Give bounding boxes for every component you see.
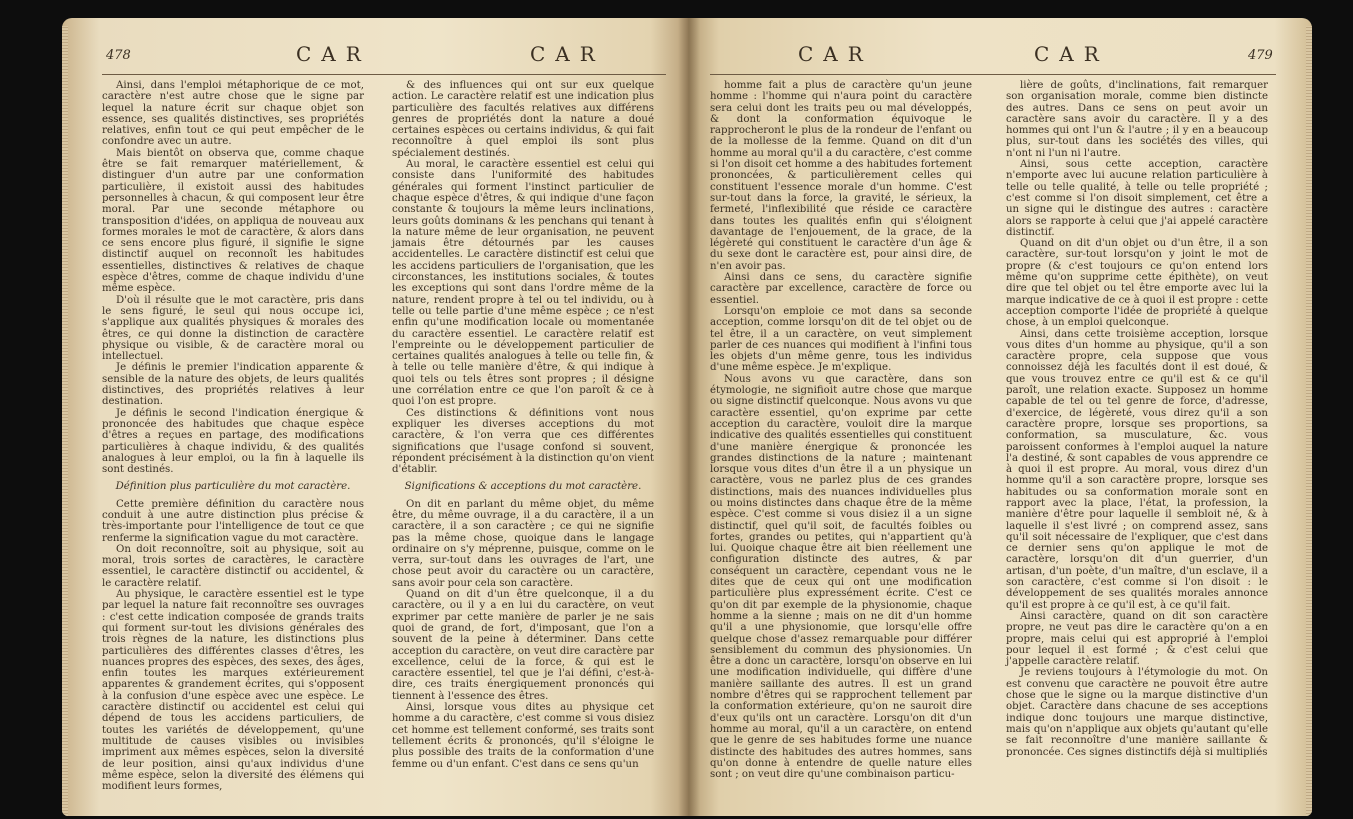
page-edges-right — [1306, 26, 1312, 816]
book-spread — [62, 18, 1312, 816]
paragraph: homme fait a plus de caractère qu'un jeune homme : l'homme qui n'aura point du caractère sera celui dont les traits peu ou mal développés, & dont la conformation équivoque le rapprocheront le plus de la rondeur de l'enfant ou de la mollesse de la femme. Quand on dit d'un homme au moral qu'il a du caractère, c'est comme si l'on disoit cet homme a des habitudes fortement prononcées, & particulièrement celles qui constituent l'essence morale d'un homme. C'est sur-tout dans la force, la gravité, le sérieux, la fermeté, l'inflexibilité que réside ce caractère dans toutes les qualités enfin qui s'éloignent davantage de l'enjouement, de la grace, de la légèreté qui constituent le caractère d'un âge & du sexe dont le caractère est, pour ainsi dire, de n'en avoir pas. — [710, 80, 972, 272]
paragraph: Ainsi dans ce sens, du caractère signifie caractère par excellence, caractère de force ou essentiel. — [710, 272, 972, 306]
paragraph: Ainsi, lorsque vous dites au physique cet homme a du caractère, c'est comme si vous disiez cet homme est tellement conformé, ses traits sont tellement écrits & prononcés, qu'il s'éloigne le plus possible des traits de la conformation d'une femme ou d'un enfant. C'est dans ce sens qu'un — [392, 702, 654, 770]
paragraph: Quand on dit d'un objet ou d'un être, il a son caractère, sur-tout lorsqu'on y joint le mot de propre (& c'est toujours ce qu'on entend lors même qu'on supprime cette épithète), on veut dire que tel objet ou tel être emporte avec lui la marque indicative de ce à quoi il est propre : cette acception comporte l'idée de propriété à quelque chose, à un emploi quelconque. — [1006, 238, 1268, 329]
paragraph: Je reviens toujours à l'étymologie du mot. On est convenu que caractère ne pouvoit être autre chose que le signe ou la marque distinctive d'un objet. Caractère dans chacune de ses acceptions indique donc toujours une marque distinctive, mais qu'on n'applique aux objets qu'autant qu'elle se fait reconnoître d'une manière saillante & prononcée. Ces signes distinctifs déjà si multipliés — [1006, 667, 1268, 758]
header-rule-left — [102, 74, 666, 75]
left-column-1 — [102, 80, 364, 792]
paragraph: Au moral, le caractère essentiel est celui qui consiste dans l'uniformité des habitudes générales qui forment l'instinct particulier de chaque espèce d'êtres, & qui indique d'une façon constante & toujours la même leurs inclinations, leurs goûts dominans & les penchans qui tenant à la nature même de leur organisation, ne peuvent jamais être détournés par les causes accidentelles. Le caractère distinctif est celui que les accidens particuliers de l'organisation, que les circonstances, les institutions sociales, & toutes les exceptions qui sont dans l'ordre même de la nature, rendent propre à tel ou tel individu, ou à telle ou telle partie d'une même espèce ; ce n'est enfin qu'une modification locale ou momentanée du caractère essentiel. Le caractère relatif est l'empreinte ou le développement particulier de certaines qualités analogues à telle ou telle fin, & à telle ou telle manière d'être, & qui indique à quoi tels ou tels êtres sont propres ; il désigne une corrélation entre ce que l'on paroît & ce à quoi l'on est propre. — [392, 159, 654, 408]
paragraph: On doit reconnoître, soit au physique, soit au moral, trois sortes de caractères, le caractère essentiel, le caractère distinctif ou accidentel, & le caractère relatif. — [102, 543, 364, 589]
paragraph: Ainsi, sous cette acception, caractère n'emporte avec lui aucune relation particulière à telle ou telle qualité, à telle ou telle propriété ; c'est comme si l'on disoit simplement, cet être a un signe qui le distingue des autres : caractère alors se rapporte à celui que j'ai appelé caractère distinctif. — [1006, 159, 1268, 238]
paragraph: On dit en parlant du même objet, du même être, du même ouvrage, il a du caractère, il a un caractère, il a son caractère ; ce qui ne signifie pas la même chose, quoique dans le langage ordinaire on s'y méprenne, puisque, comme on le verra, sur-tout dans les ouvrages de l'art, une chose peut avoir du caractère ou un caractère, sans avoir pour cela son caractère. — [392, 498, 654, 589]
paragraph: Ainsi, dans cette troisième acception, lorsque vous dites d'un homme au physique, qu'il a son caractère propre, cela suppose que vous connoissez déjà les facultés dont il est doué, & que vous trouvez entre ce qu'il est & ce qu'il paroît, une relation exacte. Supposez un homme capable de tel ou tel genre de force, d'adresse, d'exercice, de légèreté, vous direz qu'il a son caractère propre, lorsque ses proportions, sa conformation, sa musculature, &c. vous paroissent conformes à l'emploi auquel la nature l'a destiné, & sont capables de vous apprendre ce à quoi il est propre. Au moral, vous direz d'un homme qu'il a son caractère propre, lorsque ses habitudes ou sa conformation morale sont en rapport avec la place, l'état, la profession, la manière d'être pour laquelle il sembloit né, & à laquelle il s'est livré ; on comprend assez, sans qu'il soit nécessaire de l'expliquer, que c'est dans ce dernier sens qu'on applique le mot de caractère, lorsqu'on dit d'un guerrier, d'un artisan, d'un poète, d'un maître, d'un esclave, il a son caractère, c'est comme si l'on disoit : le développement de ses qualités morales annonce qu'il est propre à ce qu'il est, à ce qu'il fait. — [1006, 328, 1268, 611]
paragraph: Cette première définition du caractère nous conduit à une autre distinction plus précise & très-importante pour l'intelligence de tout ce que renferme la signification vague du mot caractère. — [102, 498, 364, 544]
page-edges-left — [62, 26, 68, 816]
right-column-2 — [1006, 80, 1268, 758]
page-number-right: 479 — [1248, 48, 1273, 63]
paragraph: D'où il résulte que le mot caractère, pris dans le sens figuré, le seul qui nous occupe ici, s'applique aux qualités physiques & morales des êtres, ce qui donne la distinction de caractère physique ou visible, & de caractère moral ou intellectuel. — [102, 294, 364, 363]
running-head-left: CAR — [296, 42, 371, 66]
running-head-right-2: CAR — [1034, 42, 1109, 66]
running-head-right: CAR — [798, 42, 873, 66]
paragraph: Quand on dit d'un être quelconque, il a du caractère, ou il y a en lui du caractère, on veut exprimer par cette manière de parler je ne sais quoi de grand, de fort, d'imposant, que l'on a souvent de la peine à déterminer. Dans cette acception du caractère, on veut dire caractère par excellence, celui de la force, & qui est le caractère essentiel, tel que je l'ai défini, c'est-à-dire, ces traits énergiquement prononcés qui tiennent à l'essence des êtres. — [392, 589, 654, 702]
paragraph: Ces distinctions & définitions vont nous expliquer les diverses acceptions du mot caractère, & l'on verra que ces différentes significations que l'usage confond si souvent, répondent précisément à la distinction qu'on vient d'établir. — [392, 407, 654, 476]
running-head-left-2: CAR — [530, 42, 605, 66]
right-column-1 — [710, 80, 972, 780]
paragraph: Lorsqu'on emploie ce mot dans sa seconde acception, comme lorsqu'on dit de tel objet ou de tel être, il a un caractère, on veut simplement parler de ces nuances qui modifient à l'infini tous les objets d'un même genre, tous les individus d'une même espèce. Je m'explique. — [710, 305, 972, 374]
paragraph: Je définis le premier l'indication apparente & sensible de la nature des objets, de leurs qualités distinctives, des propriétés relatives à leur destination. — [102, 362, 364, 408]
paragraph: Au physique, le caractère essentiel est le type par lequel la nature fait reconnoître ses ouvrages : c'est cette indication composée de grands traits qui forment sur-tout les divisions générales des trois règnes de la nature, les distinctions plus particulières des différentes classes d'êtres, les nuances propres des espèces, des sexes, des âges, enfin toutes les marques extérieurement apparentes & grandement écrites, qui s'opposent à la confusion d'une espèce avec une espèce. Le caractère distinctif ou accidentel est celui qui dépend de tous les accidens particuliers, de toutes les variétés de développement, qu'une multitude de causes visibles ou invisibles impriment aux mêmes espèces, selon la diversité de leur position, ainsi qu'aux individus d'une même espèce, selon la diversité des élémens qui modifient leurs formes, — [102, 589, 364, 793]
paragraph: Je définis le second l'indication énergique & prononcée des habitudes que chaque espèce d'êtres a reçues en partage, des modifications particulières à chaque individu, & des qualités analogues à leur emploi, ou la fin à laquelle ils sont destinés. — [102, 407, 364, 476]
left-column-2 — [392, 80, 654, 770]
page-number-left: 478 — [106, 48, 131, 63]
section-subheading: Significations & acceptions du mot caractère. — [404, 481, 642, 493]
right-page — [688, 18, 1312, 816]
paragraph: lière de goûts, d'inclinations, fait remarquer son organisation morale, comme bien distincte des autres. Dans ce sens on peut avoir un caractère sans avoir du caractère. Il y a des hommes qui ont l'un & l'autre ; il y en a beaucoup plus, sur-tout dans les sociétés des villes, qui n'ont ni l'un ni l'autre. — [1006, 80, 1268, 159]
book-gutter — [678, 18, 700, 816]
paragraph: & des influences qui ont sur eux quelque action. Le caractère relatif est une indication plus particulière des facultés relatives aux différens genres de propriétés dont la nature a doué certaines espèces ou certains individus, & qui fait reconnoître à quel emploi ils sont plus spécialement destinés. — [392, 80, 654, 159]
paragraph: Mais bientôt on observa que, comme chaque être se fait remarquer matériellement, & distinguer d'un autre par une conformation particulière, il existoit aussi des habitudes personnelles à chacun, & qui composent leur être moral. Par une seconde métaphore ou transposition d'idées, on appliqua de nouveau aux formes morales le mot de caractère, & alors dans ce sens encore plus figuré, il signifie le signe distinctif auquel on reconnoît les habitudes essentielles, distinctives & relatives de chaque espèce d'êtres, comme de chaque individu d'une même espèce. — [102, 147, 364, 295]
paragraph: Ainsi caractère, quand on dit son caractère propre, ne veut pas dire le caractère qu'on a en propre, mais celui qui est approprié à l'emploi pour lequel il est formé ; & c'est celui que j'appelle caractère relatif. — [1006, 610, 1268, 668]
paragraph: Nous avons vu que caractère, dans son étymologie, ne signifioit autre chose que marque ou signe distinctif quelconque. Nous avons vu que caractère essentiel, qu'on exprime par cette acception du caractère, vouloit dire la marque indicative des qualités essentielles qui constituent d'une manière énergique & prononcée les grandes distinctions de la nature ; maintenant lorsque vous dites d'un être il a un physique un caractère, vous ne parlez plus de ces grandes distinctions, mais des nuances individuelles plus ou moins distinctes dans chaque être de la même espèce. C'est comme si vous disiez il a un signe distinctif, quel qu'il soit, de facultés foibles ou fortes, grandes ou petites, qui n'appartient qu'à lui. Quoique chaque être ait bien réellement une configuration distincte des autres, & par conséquent un caractère, cependant vous ne le dites que de ceux qui ont une modification particulière plus expressément écrite. C'est ce qu'on dit par exemple de la physionomie, chaque homme a la sienne ; mais on ne dit d'un homme qu'il a une physionomie, que lorsqu'elle offre quelque chose d'assez remarquable pour différer sensiblement du commun des physionomies. Un être a donc un caractère, lorsqu'on observe en lui une modification individuelle, qui diffère d'une manière saillante des autres. Il est un grand nombre d'êtres qui se rapprochent tellement par la conformation extérieure, qu'on ne sauroit dire d'eux qu'ils ont un caractère. Lorsqu'on dit d'un homme au moral, qu'il a un caractère, on entend que le genre de ses habitudes forme une nuance distincte des habitudes des autres hommes, sans qu'on donne à entendre de quelle nature elles sont ; on veut dire qu'une combinaison particu- — [710, 373, 972, 781]
section-subheading: Définition plus particulière du mot caractère. — [115, 481, 351, 493]
left-page — [62, 18, 688, 816]
header-rule-right — [710, 74, 1276, 75]
paragraph: Ainsi, dans l'emploi métaphorique de ce mot, caractère n'est autre chose que le signe par lequel la nature écrit sur chaque objet son essence, ses qualités distinctives, ses propriétés relatives, enfin tout ce qui peut empêcher de le confondre avec un autre. — [102, 80, 364, 148]
